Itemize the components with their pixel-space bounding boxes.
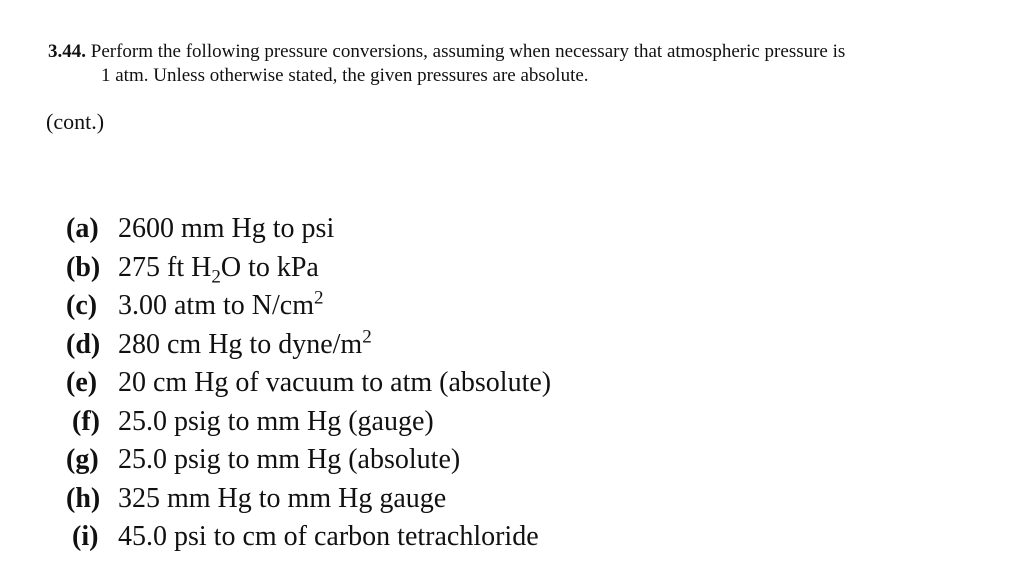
- item-letter: (a): [66, 213, 99, 244]
- item-superscript: 2: [362, 326, 372, 348]
- conversion-item-a: [66, 210, 551, 249]
- conversion-item-d: [66, 326, 551, 365]
- item-text: 20 cm Hg of vacuum to atm (absolute): [118, 367, 552, 398]
- conversion-item-e: [66, 364, 551, 403]
- item-letter: (f): [72, 405, 100, 437]
- continued-label: (cont.): [46, 109, 105, 134]
- item-text-post: O to kPa: [220, 251, 319, 283]
- conversion-item-c: [66, 287, 551, 326]
- conversion-list: [66, 210, 551, 557]
- item-text: 25.0 psig to mm Hg (absolute): [118, 444, 461, 475]
- problem-intro-text: Perform the following pressure conversions, assuming when necessary that atmospheric pressure is: [90, 41, 846, 62]
- item-superscript: 2: [313, 287, 324, 309]
- conversion-item-b: [66, 249, 551, 288]
- item-text: 45.0 psi to cm of carbon tetrachloride: [118, 521, 539, 552]
- problem-intro-line-2: 1 atm. Unless otherwise stated, the given pressures are absolute.: [101, 65, 589, 86]
- item-text: 25.0 psig to mm Hg (gauge): [118, 405, 434, 437]
- item-text-pre: 275 ft H: [118, 251, 212, 283]
- item-text: 325 mm Hg to mm Hg gauge: [118, 482, 447, 514]
- item-letter: (g): [66, 444, 99, 475]
- problem-number: 3.44.: [48, 41, 86, 62]
- item-text-pre: 280 cm Hg to dyne/m: [118, 328, 363, 360]
- problem-intro-line-1: [48, 40, 978, 64]
- item-text: 2600 mm Hg to psi: [118, 213, 335, 244]
- conversion-item-g: [66, 441, 551, 480]
- item-text-pre: 3.00 atm to N/cm: [118, 290, 314, 321]
- conversion-item-i: [66, 518, 551, 557]
- item-letter: (b): [66, 251, 101, 283]
- item-letter: (c): [66, 290, 98, 321]
- item-letter: (e): [66, 367, 98, 398]
- item-subscript: 2: [211, 266, 221, 288]
- problem-statement: [48, 40, 978, 88]
- conversion-item-h: [66, 480, 551, 519]
- item-letter: (d): [66, 328, 101, 360]
- conversion-item-f: [66, 403, 551, 442]
- item-letter: (h): [66, 482, 101, 514]
- item-letter: (i): [72, 521, 99, 552]
